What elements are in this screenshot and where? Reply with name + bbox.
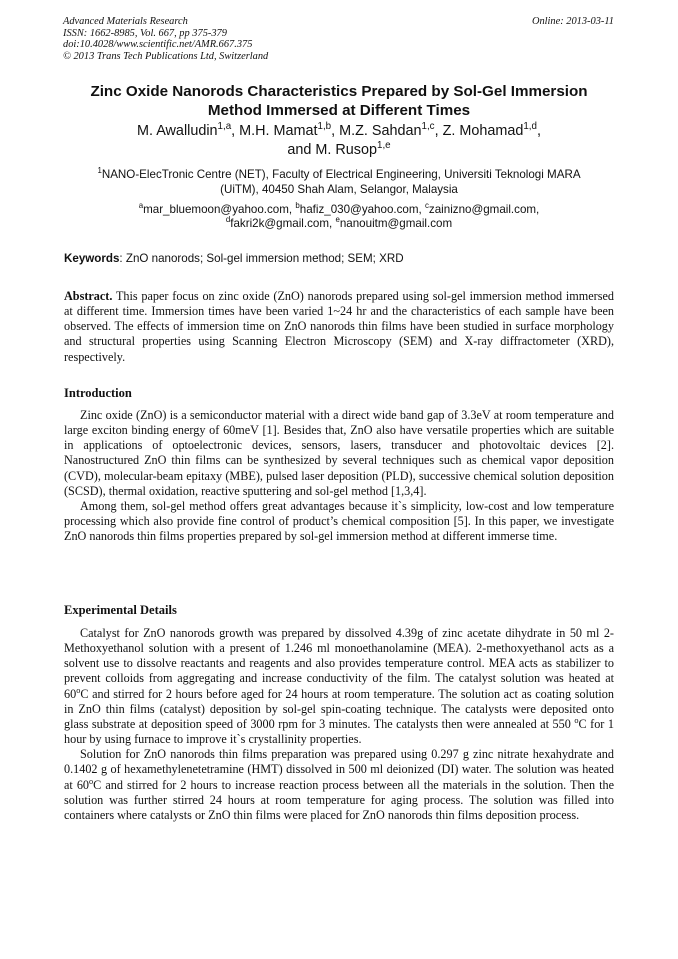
author-affil-mark: 1,c bbox=[421, 121, 435, 133]
email-mark: a bbox=[138, 201, 144, 211]
keywords-label: Keywords bbox=[64, 252, 120, 265]
title-line-1: Zinc Oxide Nanorods Characteristics Prepared by Sol-Gel Immersion bbox=[90, 83, 588, 100]
affiliation bbox=[40, 167, 638, 197]
exp-text: C for 1 hour by using furnace to improve it`s crystallinity properties. bbox=[64, 716, 614, 747]
experimental-heading: Experimental Details bbox=[64, 603, 177, 617]
author-name: M. Rusop bbox=[315, 142, 377, 158]
keywords bbox=[64, 252, 614, 266]
author-conjunction: and bbox=[287, 142, 312, 158]
intro-paragraph-1: Zinc oxide (ZnO) is a semiconductor material with a direct wide band gap of 3.3eV at room temperature and large exciton binding energy of 60meV [1]. Besides that, ZnO also have versatile properties which are suitable in applications of optoelectronic devices, sensors, lasers, transducer and photovoltaic devices [2]. Nanostructured ZnO thin films can be synthesized by several techniques such as chemical vapor deposition (CVD), molecular-beam epitaxy (MBE), pulsed laser deposition (PLD), successive chemical solution deposition (SCSD), thermal oxidation, reactive sputtering and sol-gel method [1,3,4]. bbox=[64, 408, 614, 498]
keywords-text: : ZnO nanorods; Sol-gel immersion method; SEM; XRD bbox=[119, 252, 404, 265]
journal-header bbox=[63, 16, 268, 62]
issn-line: ISSN: 1662-8985, Vol. 667, pp 375-379 bbox=[63, 27, 227, 39]
title-line-2: Method Immersed at Different Times bbox=[207, 102, 471, 119]
copyright-line: © 2013 Trans Tech Publications Ltd, Switzerland bbox=[63, 50, 269, 62]
author-name: M.H. Mamat bbox=[239, 123, 318, 139]
online-date: Online: 2013-03-11 bbox=[531, 16, 614, 27]
email-link[interactable]: fakri2k@gmail.com, bbox=[230, 217, 333, 230]
author-affil-mark: 1,d bbox=[523, 121, 537, 133]
affiliation-text: NANO-ElecTronic Centre (NET), Faculty of Electrical Engineering, Universiti Teknologi MARA bbox=[101, 168, 581, 181]
abstract-text: This paper focus on zinc oxide (ZnO) nanorods prepared using sol-gel immersion method immersed at different time. Immersion times have been varied 1~24 hr and the characteristics of each sample have been observed. The effects of immersion time on ZnO nanorods thin films have been studied in surface morphology and structural properties using Scanning Electron Microscopy (SEM) and X-ray diffractometer (XRD), respectively. bbox=[64, 289, 614, 364]
email-mark: e bbox=[335, 215, 340, 225]
email-mark: c bbox=[424, 201, 429, 211]
abstract bbox=[64, 289, 614, 365]
author-list bbox=[40, 122, 638, 160]
email-link[interactable]: zainizno@gmail.com, bbox=[428, 203, 540, 216]
intro-paragraph-2: Among them, sol-gel method offers great advantages because it`s simplicity, low-cost and low temperature processing which also provide fine control of product’s chemical composition [5]. In this paper, we investigate ZnO nanorods thin films properties prepared by sol-gel immersion method at different immerse time. bbox=[64, 498, 614, 544]
abstract-paragraph bbox=[64, 289, 614, 365]
exp-paragraph-2 bbox=[64, 747, 614, 823]
exp-text: C and stirred for 2 hours to increase reaction process between all the materials in the solution. Then the solution was further stirred 24 hours at room temperature for aging process. The solution was filled into containers where catalysts or ZnO thin films were placed for ZnO nanorods thin films deposition process. bbox=[64, 777, 614, 822]
author-affil-mark: 1,e bbox=[377, 140, 391, 152]
email-mark: b bbox=[295, 201, 300, 211]
affiliation-line-1 bbox=[40, 167, 638, 182]
emails-line-2 bbox=[40, 217, 638, 231]
email-link[interactable]: hafiz_030@yahoo.com, bbox=[299, 203, 422, 216]
affiliation-line-2: (UiTM), 40450 Shah Alam, Selangor, Malaysia bbox=[220, 183, 458, 197]
affiliation-mark: 1 bbox=[97, 166, 102, 176]
degree-mark: o bbox=[89, 776, 94, 786]
authors-line-2 bbox=[40, 141, 638, 160]
introduction-section bbox=[64, 408, 614, 544]
author-affil-mark: 1,a bbox=[217, 121, 232, 133]
degree-mark: o bbox=[574, 715, 579, 725]
exp-paragraph-1 bbox=[64, 626, 614, 747]
author-emails bbox=[40, 203, 638, 231]
exp-text: C and stirred for 2 hours before aged for 24 hours at room temperature. The solution act as coating solution in ZnO thin films (catalyst) deposition by sol-gel spin-coating technique. The catalysts were deposited onto glass substrate at deposition speed of 3000 rpm for 3 minutes. The catalysts then were annealed at 550 bbox=[64, 686, 614, 731]
exp-text: Catalyst for ZnO nanorods growth was prepared by dissolved 4.39g of zinc acetate dihydrate in 50 ml 2-Methoxyethanol solution with a present of 1.246 ml monoethanolamine (MEA). 2-methoxyethanol acts as a solvent use to dissolve reactants and reagents and also provides temperature control. MEA acts as stabilizer to prevent colloids from aggregating and increase conductivity of the film. The catalyst solution was heated at 60 bbox=[64, 626, 614, 701]
exp-text: Solution for ZnO nanorods thin films preparation was prepared using 0.297 g zinc nitrate hexahydrate and 0.1402 g of hexamethylenetetramine (HMT) dissolved in 500 ml deionized (DI) water. The solution was heated at 60 bbox=[64, 747, 614, 792]
degree-mark: o bbox=[76, 685, 81, 695]
email-link[interactable]: mar_bluemoon@yahoo.com, bbox=[143, 203, 293, 216]
doi-line[interactable]: doi:10.4028/www.scientific.net/AMR.667.375 bbox=[63, 39, 253, 50]
paper-title bbox=[40, 82, 638, 120]
author-name: M. Awalludin bbox=[137, 123, 218, 139]
author-name: M.Z. Sahdan bbox=[339, 123, 422, 139]
email-mark: d bbox=[225, 215, 231, 225]
email-link[interactable]: nanouitm@gmail.com bbox=[339, 217, 453, 230]
authors-line-1: M. Awalludin$^{1,a}$, M.H. Mamat$^{1,b}$, M.Z. Sahdan$^{1,c}$, Z. Mohamad$^{1,d}$, bbox=[137, 121, 541, 139]
introduction-heading: Introduction bbox=[64, 386, 132, 400]
abstract-label: Abstract. bbox=[64, 289, 113, 303]
journal-name: Advanced Materials Research bbox=[63, 16, 188, 27]
experimental-section bbox=[64, 626, 614, 823]
author-affil-mark: 1,b bbox=[317, 121, 332, 133]
author-name: Z. Mohamad bbox=[442, 123, 524, 139]
